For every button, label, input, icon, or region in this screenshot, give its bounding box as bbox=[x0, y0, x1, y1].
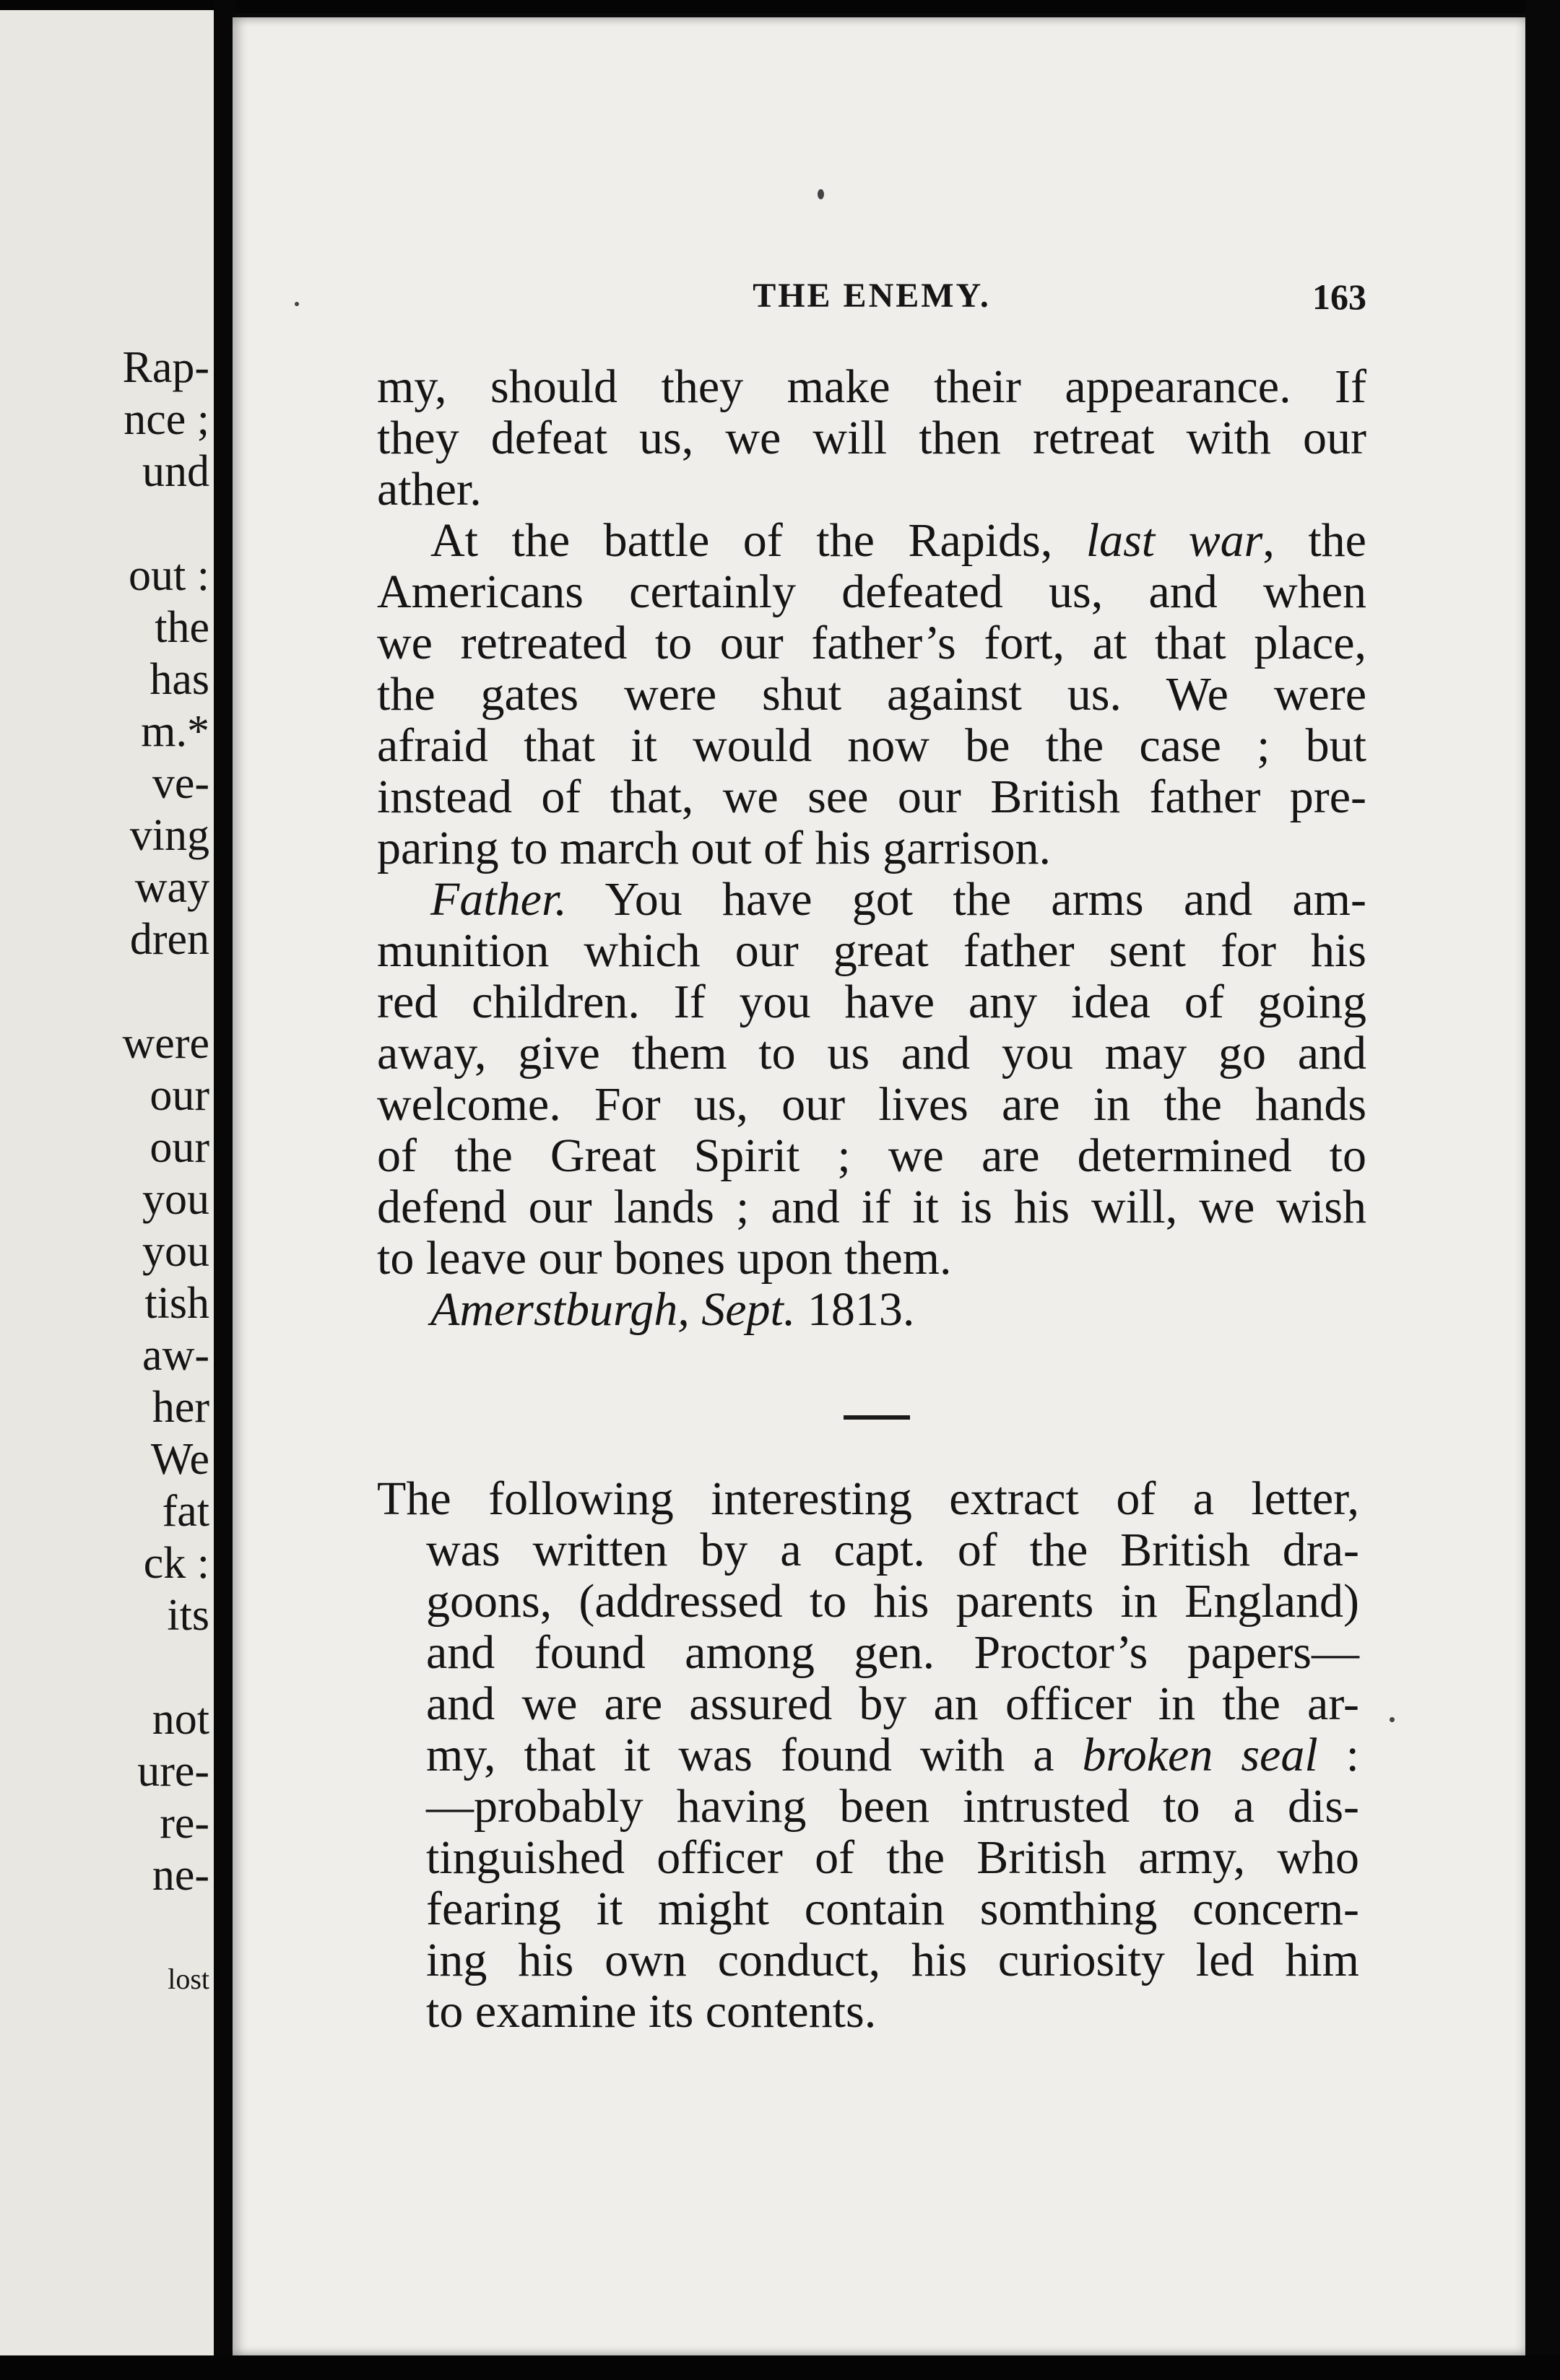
facing-page-fragment: our bbox=[150, 1071, 209, 1120]
facing-page-fragment: its bbox=[167, 1591, 209, 1640]
text-segment: At the battle of the Rapids, bbox=[430, 514, 1053, 567]
facing-page-fragment: ne- bbox=[152, 1851, 209, 1900]
italic-phrase: broken seal bbox=[1082, 1729, 1318, 1781]
facing-page-left bbox=[0, 10, 214, 2357]
scan-border-right bbox=[1525, 0, 1560, 2380]
facing-page-fragment: were bbox=[122, 1019, 209, 1068]
facing-page-fragment: lost bbox=[168, 1963, 209, 1995]
facing-page-fragment: dren bbox=[129, 915, 209, 964]
facing-page-fragment: our bbox=[150, 1123, 209, 1172]
text-line: munition which our great father sent for his bbox=[377, 924, 1366, 977]
page-number: 163 bbox=[1312, 277, 1366, 317]
text-line: The following interesting extract of a letter, bbox=[377, 1472, 1359, 1525]
facing-page-fragment: way bbox=[134, 863, 209, 912]
text-segment: , the bbox=[1262, 514, 1366, 567]
text-line: to leave our bones upon them. bbox=[377, 1232, 952, 1285]
text-line: tinguished officer of the British army, who bbox=[426, 1831, 1359, 1884]
text-line: to examine its contents. bbox=[426, 1985, 877, 2038]
paragraph-continuation bbox=[377, 361, 1366, 515]
text-line bbox=[377, 515, 1366, 566]
text-line: afraid that it would now be the case ; but bbox=[377, 719, 1366, 772]
facing-page-fragment: ck : bbox=[143, 1539, 209, 1588]
facing-page-fragment: you bbox=[142, 1227, 209, 1276]
text-line: and we are assured by an officer in the ar- bbox=[426, 1677, 1359, 1730]
text-line: Americans certainly defeated us, and when bbox=[377, 565, 1366, 618]
facing-page-fragment: fat bbox=[162, 1487, 209, 1536]
text-line: red children. If you have any idea of going bbox=[377, 976, 1366, 1028]
signature-line bbox=[377, 1284, 1366, 1335]
facing-page-fragment: her bbox=[152, 1383, 209, 1432]
italic-address: Father. bbox=[430, 873, 567, 926]
text-line: paring to march out of his garrison. bbox=[377, 822, 1051, 874]
text-line: of the Great Spirit ; we are determined to bbox=[377, 1129, 1366, 1182]
text-line: my, should they make their appearance. If bbox=[377, 360, 1366, 413]
facing-page-fragment: re- bbox=[160, 1799, 209, 1848]
facing-page-fragment: ving bbox=[129, 811, 209, 860]
text-line: goons, (addressed to his parents in England) bbox=[426, 1575, 1359, 1628]
text-line: the gates were shut against us. We were bbox=[377, 668, 1366, 721]
facing-page-fragment: the bbox=[155, 603, 209, 652]
facing-page-fragment: ure- bbox=[137, 1747, 209, 1796]
text-line: we retreated to our father’s fort, at that place, bbox=[377, 617, 1366, 669]
text-line bbox=[377, 874, 1366, 925]
facing-page-fragment: out : bbox=[129, 551, 209, 600]
facing-page-fragment: m.* bbox=[141, 707, 209, 756]
facing-page-fragment: ve- bbox=[152, 759, 209, 808]
scan-border-bottom bbox=[0, 2355, 1560, 2380]
paper-speck bbox=[295, 302, 299, 306]
facing-page-fragment: tish bbox=[144, 1279, 209, 1328]
text-line: was written by a capt. of the British dra- bbox=[426, 1524, 1359, 1576]
text-line: defend our lands ; and if it is his will, we wish bbox=[377, 1181, 1366, 1233]
text-line: ather. bbox=[377, 463, 482, 516]
facing-page-fragment: nce ; bbox=[124, 395, 209, 444]
italic-phrase: last war bbox=[1086, 514, 1263, 567]
page-body bbox=[377, 361, 1366, 1335]
paper-speck bbox=[818, 189, 824, 199]
paragraph-father bbox=[377, 874, 1366, 1284]
text-line: ing his own conduct, his curiosity led him bbox=[426, 1934, 1359, 1986]
text-line: —probably having been intrusted to a dis- bbox=[426, 1780, 1359, 1833]
facing-page-fragment: und bbox=[142, 447, 209, 496]
facing-page-fragment: aw- bbox=[142, 1331, 209, 1380]
facing-page-fragment: you bbox=[142, 1175, 209, 1224]
text-line: instead of that, we see our British father pre- bbox=[377, 770, 1366, 823]
signature-year: 1813. bbox=[795, 1283, 915, 1336]
text-line: away, give them to us and you may go and bbox=[377, 1027, 1366, 1080]
paper-speck bbox=[1390, 1717, 1395, 1722]
paragraph-battle-of-rapids bbox=[377, 515, 1366, 874]
text-line: fearing it might contain somthing concern- bbox=[426, 1882, 1359, 1935]
running-head-title: THE ENEMY. bbox=[753, 277, 991, 315]
facing-page-fragment: We bbox=[150, 1435, 209, 1484]
facing-page-fragment: not bbox=[152, 1695, 209, 1744]
text-segment: You have got the arms and am- bbox=[566, 873, 1366, 926]
text-segment: my, that it was found with a bbox=[426, 1729, 1054, 1781]
section-divider bbox=[844, 1415, 910, 1420]
signature-place: Amerstburgh, Sept. bbox=[430, 1283, 796, 1336]
facing-page-fragment: has bbox=[150, 655, 209, 704]
running-head bbox=[377, 276, 1366, 326]
text-line: welcome. For us, our lives are in the hands bbox=[377, 1078, 1366, 1131]
text-segment: : bbox=[1317, 1729, 1360, 1781]
text-line: and found among gen. Proctor’s papers— bbox=[426, 1626, 1359, 1679]
text-line: they defeat us, we will then retreat with our bbox=[377, 412, 1366, 464]
text-line bbox=[377, 1729, 1359, 1781]
facing-page-fragment: Rap- bbox=[122, 343, 209, 392]
letter-extract-intro bbox=[377, 1473, 1359, 2037]
